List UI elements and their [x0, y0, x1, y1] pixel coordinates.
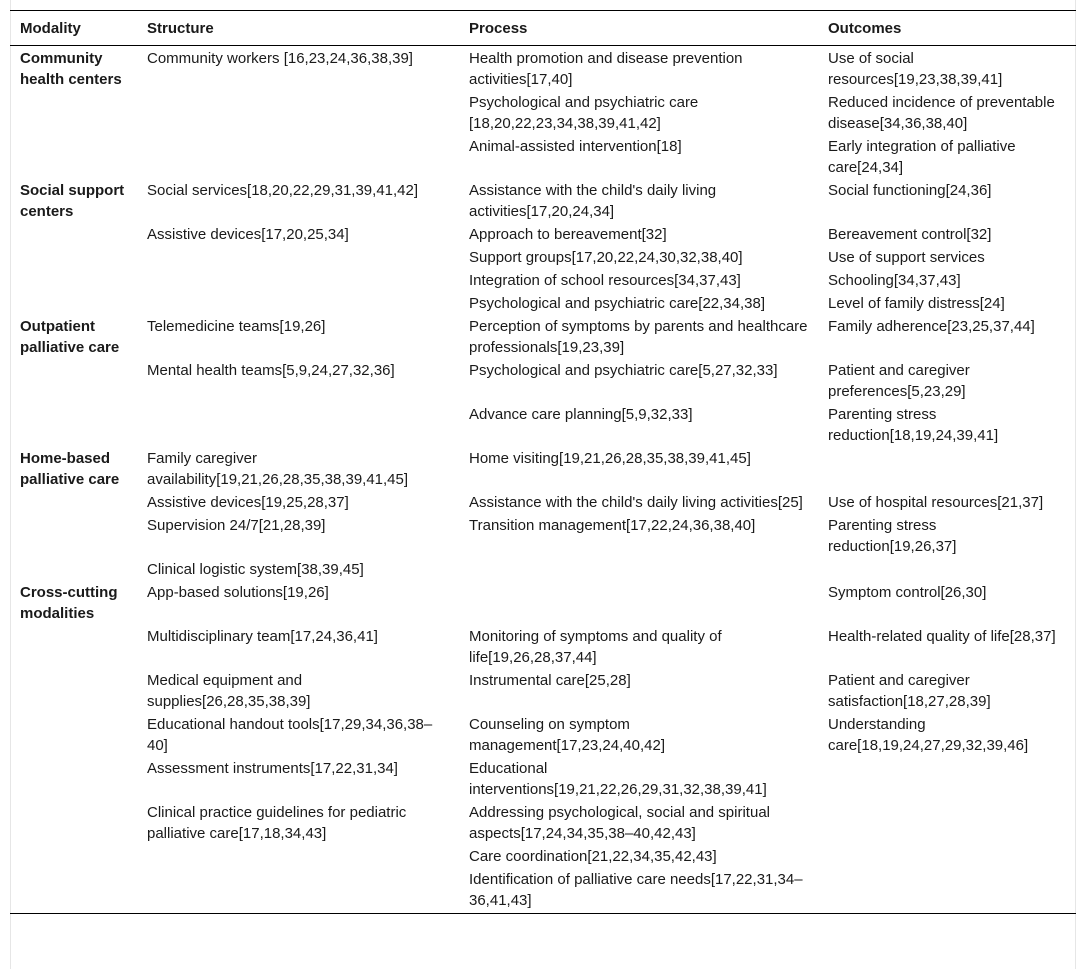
process-cell [459, 558, 818, 581]
modality-cell [10, 558, 137, 581]
process-cell: Home visiting[19,21,26,28,35,38,39,41,45] [469, 450, 751, 467]
table-header [10, 11, 1076, 46]
modality-cell [10, 801, 137, 845]
outcomes-cell: Patient and caregiver satisfaction[18,27,28,39] [828, 672, 991, 710]
structure-cell: Clinical practice guidelines for pediatric palliative care[17,18,34,43] [147, 804, 407, 842]
modality-cell [10, 135, 137, 179]
process-cell: Educational interventions[19,21,22,26,29,31,32,38,39,41] [469, 760, 767, 798]
modality-cell [10, 491, 137, 514]
outcomes-cell [818, 845, 1076, 868]
process-cell: Assistance with the child's daily living activities[25] [469, 494, 803, 511]
structure-cell: Assistive devices[17,20,25,34] [147, 226, 349, 243]
modality-cell [10, 91, 137, 135]
table-row [10, 801, 1076, 845]
modality-cell [10, 713, 137, 757]
outcomes-cell: Parenting stress reduction[19,26,37] [828, 517, 957, 555]
outcomes-cell [818, 757, 1076, 801]
structure-cell [137, 403, 459, 447]
modality-cell: Community health centers [20, 50, 122, 88]
structure-cell: Assessment instruments[17,22,31,34] [147, 760, 398, 777]
table-row [10, 868, 1076, 914]
outcomes-cell: Reduced incidence of preventable disease[34,36,38,40] [828, 94, 1055, 132]
structure-cell: Assistive devices[19,25,28,37] [147, 494, 349, 511]
process-cell [459, 581, 818, 625]
process-cell: Identification of palliative care needs[17,22,31,34–36,41,43] [459, 868, 818, 914]
modality-cell [10, 845, 137, 868]
structure-cell: Community workers [16,23,24,36,38,39] [147, 50, 413, 67]
process-cell: Assistance with the child's daily living activities[17,20,24,34] [469, 182, 717, 220]
table-row [10, 845, 1076, 868]
structure-cell: Educational handout tools[17,29,34,36,38–40] [147, 716, 433, 754]
column-header-structure: Structure [137, 11, 459, 46]
modality-cell [10, 625, 137, 669]
structure-cell [137, 135, 459, 179]
column-header-modality: Modality [10, 11, 137, 46]
modality-cell [10, 757, 137, 801]
table-row [10, 757, 1076, 801]
modality-cell [10, 403, 137, 447]
outcomes-cell: Use of social resources[19,23,38,39,41] [828, 50, 1003, 88]
table-body [10, 46, 1076, 914]
outcomes-cell [818, 801, 1076, 845]
table-row [10, 246, 1076, 269]
modality-cell [10, 514, 137, 558]
modality-cell: Outpatient palliative care [20, 318, 120, 356]
table-row [10, 625, 1076, 669]
outcomes-cell: Use of hospital resources[21,37] [828, 494, 1044, 511]
outcomes-cell: Family adherence[23,25,37,44] [828, 318, 1035, 335]
structure-cell [137, 269, 459, 292]
table-row [10, 403, 1076, 447]
structure-cell [137, 868, 459, 914]
process-cell: Counseling on symptom management[17,23,24,40,42] [469, 716, 665, 754]
structure-cell: Multidisciplinary team[17,24,36,41] [147, 628, 378, 645]
table-row [10, 223, 1076, 246]
outcomes-cell [818, 868, 1076, 914]
process-cell: Instrumental care[25,28] [469, 672, 631, 689]
table-row [10, 669, 1076, 713]
structure-cell [137, 845, 459, 868]
structure-cell [137, 91, 459, 135]
table-row [10, 447, 1076, 491]
table-row [10, 135, 1076, 179]
process-cell: Support groups[17,20,22,24,30,32,38,40] [469, 249, 743, 266]
table-row [10, 315, 1076, 359]
outcomes-cell: Bereavement control[32] [828, 226, 992, 243]
outcomes-cell: Schooling[34,37,43] [828, 272, 961, 289]
structure-cell: Supervision 24/7[21,28,39] [147, 517, 326, 534]
outcomes-cell: Use of support services [828, 249, 985, 266]
modality-cell [10, 269, 137, 292]
table-row [10, 581, 1076, 625]
structure-cell: Clinical logistic system[38,39,45] [147, 561, 364, 578]
process-cell: Health promotion and disease prevention activities[17,40] [469, 50, 743, 88]
process-cell: Perception of symptoms by parents and healthcare professionals[19,23,39] [469, 318, 808, 356]
table-row [10, 558, 1076, 581]
process-cell: Approach to bereavement[32] [469, 226, 667, 243]
structure-cell: Medical equipment and supplies[26,28,35,38,39] [147, 672, 311, 710]
modality-cell: Social support centers [20, 182, 125, 220]
outcomes-cell: Symptom control[26,30] [828, 584, 987, 601]
outcomes-cell: Early integration of palliative care[24,34] [828, 138, 1016, 176]
process-cell: Care coordination[21,22,34,35,42,43] [469, 848, 717, 865]
table-row [10, 514, 1076, 558]
process-cell: Transition management[17,22,24,36,38,40] [469, 517, 756, 534]
outcomes-cell [818, 558, 1076, 581]
table-row [10, 713, 1076, 757]
outcomes-cell: Understanding care[18,19,24,27,29,32,39,46] [828, 716, 1029, 754]
table-row [10, 46, 1076, 92]
outcomes-cell: Social functioning[24,36] [828, 182, 992, 199]
modality-cell [10, 359, 137, 403]
structure-cell: Social services[18,20,22,29,31,39,41,42] [147, 182, 419, 199]
table-row [10, 269, 1076, 292]
outcomes-cell: Level of family distress[24] [828, 295, 1005, 312]
structure-cell [137, 246, 459, 269]
modality-cell [10, 246, 137, 269]
modality-cell [10, 868, 137, 914]
structure-cell [137, 292, 459, 315]
table-row [10, 91, 1076, 135]
column-header-process: Process [459, 11, 818, 46]
column-header-outcomes: Outcomes [818, 11, 1076, 46]
structure-cell: Telemedicine teams[19,26] [147, 318, 326, 335]
process-cell: Psychological and psychiatric care[22,34,38] [469, 295, 766, 312]
process-cell: Animal-assisted intervention[18] [469, 138, 682, 155]
table-row [10, 491, 1076, 514]
modality-cell [10, 669, 137, 713]
structure-cell: Family caregiver availability[19,21,26,28,35,38,39,41,45] [147, 450, 409, 488]
modality-cell [10, 223, 137, 246]
process-cell: Psychological and psychiatric care[5,27,32,33] [469, 362, 778, 379]
process-cell: Advance care planning[5,9,32,33] [469, 406, 693, 423]
process-cell: Addressing psychological, social and spiritual aspects[17,24,34,35,38–40,42,43] [469, 804, 770, 842]
modality-table [10, 10, 1076, 914]
outcomes-cell: Parenting stress reduction[18,19,24,39,41] [828, 406, 999, 444]
table-row [10, 292, 1076, 315]
table-row [10, 359, 1076, 403]
outcomes-cell: Patient and caregiver preferences[5,23,29] [828, 362, 970, 400]
process-cell: Monitoring of symptoms and quality of life[19,26,28,37,44] [469, 628, 722, 666]
process-cell: Integration of school resources[34,37,43] [469, 272, 741, 289]
outcomes-cell [818, 447, 1076, 491]
modality-cell [10, 292, 137, 315]
table-row [10, 179, 1076, 223]
header-row [10, 11, 1076, 46]
process-cell: Psychological and psychiatric care [18,20,22,23,34,38,39,41,42] [469, 94, 699, 132]
modality-cell: Home-based palliative care [20, 450, 120, 488]
modality-cell: Cross-cutting modalities [20, 584, 118, 622]
structure-cell: Mental health teams[5,9,24,27,32,36] [147, 362, 395, 379]
outcomes-cell: Health-related quality of life[28,37] [828, 628, 1056, 645]
structure-cell: App-based solutions[19,26] [147, 584, 329, 601]
